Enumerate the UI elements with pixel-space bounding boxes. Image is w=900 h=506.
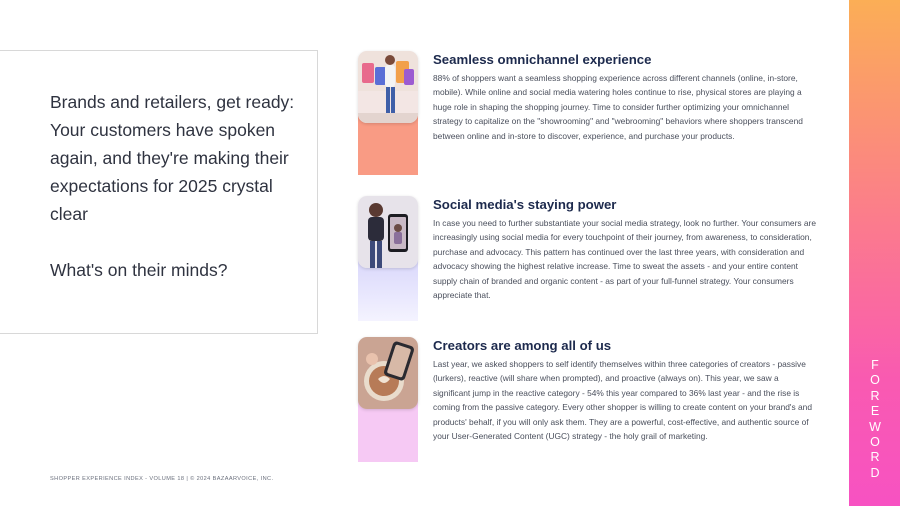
side-letter: F (871, 358, 879, 372)
intro-heading: Brands and retailers, get ready: Your customers have spoken again, and they're making their expectations for 2025 crystal clear (50, 92, 295, 224)
section-body: 88% of shoppers want a seamless shopping experience across different channels (online, in-store, mobile). While online and social media watering holes continue to rise, physical stores are playing a huge role in shaping the shopping journey. Time to consider further optimizing your omnichannel strategy to capitalize on the "showrooming" and "webrooming" behaviors where shoppers transcend between online and in-store to discover, experience, and purchase your products. (433, 73, 803, 141)
side-letter: D (870, 465, 880, 480)
section-body: In case you need to further substantiate your social media strategy, look no further. Your consumers are increasingly using social media for every touchpoint of their journey, from awareness, to consideration, purchase and advocacy. This pattern has continued over the last three years, with consideration and advocacy showing the highest relative increase. Time to sweat the assets - and your entire content supply chain of branded and organic content - as part of your full-funnel strategy. Your consumers appreciate that. (433, 218, 816, 301)
section-social-media (358, 196, 818, 321)
side-letter: W (869, 419, 881, 434)
section-omnichannel (358, 51, 818, 175)
side-letter: R (870, 450, 880, 465)
side-letter: O (870, 373, 880, 388)
section-title: Social media's staying power (433, 197, 617, 212)
smartphone-video-photo (358, 196, 418, 268)
section-body: Last year, we asked shoppers to self identify themselves within three categories of creators - passive (lurkers), reactive (will share when prompted), and proactive (always on). This year, we saw a significant jump in the reactive category - 54% this year compared to 36% last year - and the rise is coming from the passive category. Every other shopper is willing to create content on your brand's and products' behalf, if you will only ask them. They are a powerful, cost-effective, and authentic source of your User-Generated Content (UGC) strategy - the holy grail of marketing. (433, 359, 812, 442)
section-title: Creators are among all of us (433, 338, 612, 353)
side-letter: R (870, 388, 880, 403)
section-creators (358, 337, 818, 462)
intro-question: What's on their minds? (50, 260, 228, 280)
side-letter: O (870, 435, 880, 450)
shopping-bags-photo (358, 51, 418, 123)
side-label-foreword (865, 358, 885, 481)
section-title: Seamless omnichannel experience (433, 52, 652, 67)
side-letter: E (870, 404, 880, 419)
page-footer: SHOPPER EXPERIENCE INDEX - VOLUME 18 | © 2024 BAZAARVOICE, INC. (50, 476, 274, 482)
intro-text (50, 88, 300, 284)
phone-coffee-photo (358, 337, 418, 409)
